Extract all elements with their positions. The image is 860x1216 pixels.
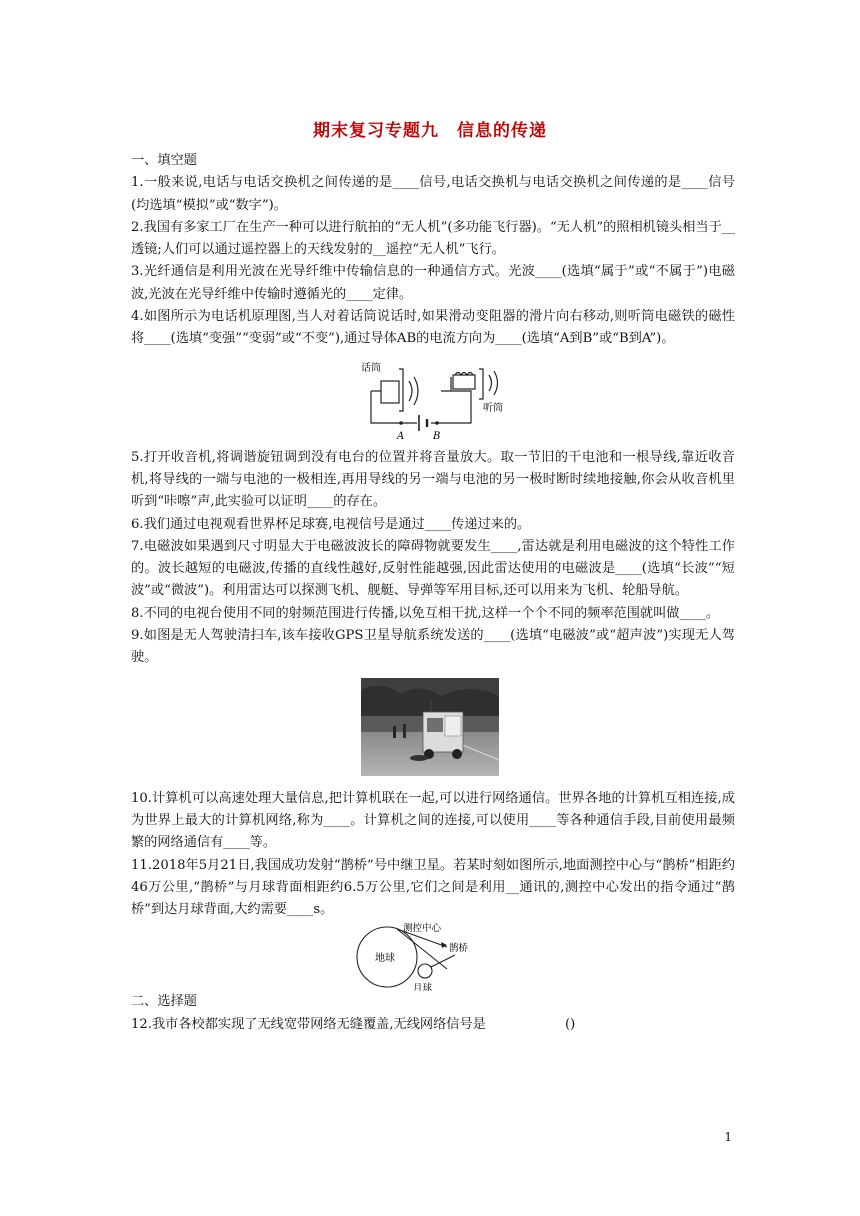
question-3: 3.光纤通信是利用光波在光导纤维中传输信息的一种通信方式。光波____(选填“属于”或“不属于”)电磁波,光波在光导纤维中传输时遵循光的____定律。: [131, 264, 735, 302]
point-a: [399, 421, 403, 425]
question-12: 12.我市各校都实现了无线宽带网络无缝覆盖,无线网络信号是 (): [131, 1016, 576, 1032]
question-1: 1.一般来说,电话与电话交换机之间传递的是____信号,电话交换机与电话交换机之间传递的是____信号(均选填“模拟”或“数字”)。: [131, 175, 735, 213]
question-9: 9.如图是无人驾驶清扫车,该车接收GPS卫星导航系统发送的____(选填“电磁波”或“超声波”)实现无人驾驶。: [131, 628, 735, 666]
queqiao-label: 鹊桥: [449, 943, 469, 955]
earpiece-label: 听筒: [483, 402, 503, 414]
section-fill-heading: 一、填空题: [131, 153, 197, 168]
question-7: 7.电磁波如果遇到尺寸明显大于电磁波波长的障碍物就要发生____,雷达就是利用电磁波的这个特性工作的。波长越短的电磁波,传播的直线性越好,反射性能越强,因此雷达使用的电磁波是____(选填“长波”“短波”或“微波”)。利用雷达可以探测飞机、舰艇、导弹等军用目标,还可以用来为飞机、轮船导航。: [131, 538, 735, 599]
question-5: 5.打开收音机,将调谐旋钮调到没有电台的位置并将音量放大。取一节旧的干电池和一根导线,靠近收音机,将导线的一端与电池的一极相连,再用导线的另一端与电池的另一极时断时续地接触,你会从收音机里听到“咔嚓”声,此实验可以证明____的存在。: [131, 449, 735, 510]
earth-label: 地球: [375, 953, 395, 965]
question-4: 4.如图所示为电话机原理图,当人对着话筒说话时,如果滑动变阻器的滑片向右移动,则听筒电磁铁的磁性将____(选填“变强”“变弱”或“不变”),通过导体AB的电流方向为____(选填“A到B”或“B到A”)。: [131, 309, 735, 347]
question-8: 8.不同的电视台使用不同的射频范围进行传播,以免互相干扰,这样一个个不同的频率范围就叫做____。: [131, 605, 720, 621]
page-title: 期末复习专题九 信息的传递: [313, 121, 547, 141]
queqiao-orbit-figure: [131, 921, 735, 991]
label-a: A: [397, 430, 405, 442]
content: [131, 150, 735, 1036]
earth-moon-relay-diagram: [131, 921, 735, 991]
section-choice-heading: 二、选择题: [131, 994, 197, 1010]
telephone-circuit-diagram: [131, 351, 735, 447]
sweeper-photo-figure: [131, 670, 735, 788]
sweeper-photo: [131, 670, 735, 788]
moon-label: 月球: [413, 983, 433, 992]
telephone-circuit-figure: [131, 351, 735, 447]
control-center-label: 测控中心: [403, 923, 442, 935]
moon-circle: [418, 964, 432, 978]
point-b: [435, 421, 439, 425]
label-b: B: [433, 430, 441, 442]
question-11: 11.2018年5月21日,我国成功发射“鹊桥”号中继卫星。若某时刻如图所示,地面测控中心与“鹊桥”相距约46万公里,“鹊桥”与月球背面相距约6.5万公里,它们之间是利用__通讯的,测控中心发出的指令通过“鹊桥”到达月球背面,大约需要____s。: [131, 857, 735, 918]
question-2: 2.我国有多家工厂在生产一种可以进行航拍的“无人机”(多功能飞行器)。“无人机”的照相机镜头相当于__透镜;人们可以通过遥控器上的天线发射的__遥控“无人机”飞行。: [131, 219, 735, 258]
mic-label: 话筒: [361, 362, 381, 374]
question-10: 10.计算机可以高速处理大量信息,把计算机联在一起,可以进行网络通信。世界各地的计算机互相连接,成为世界上最大的计算机网络,称为____。计算机之间的连接,可以使用____等各种通信手段,目前使用最频繁的网络通信有____等。: [131, 790, 735, 851]
question-6: 6.我们通过电视观看世界杯足球赛,电视信号是通过____传递过来的。: [131, 516, 531, 532]
page-number: 1: [724, 1130, 732, 1144]
